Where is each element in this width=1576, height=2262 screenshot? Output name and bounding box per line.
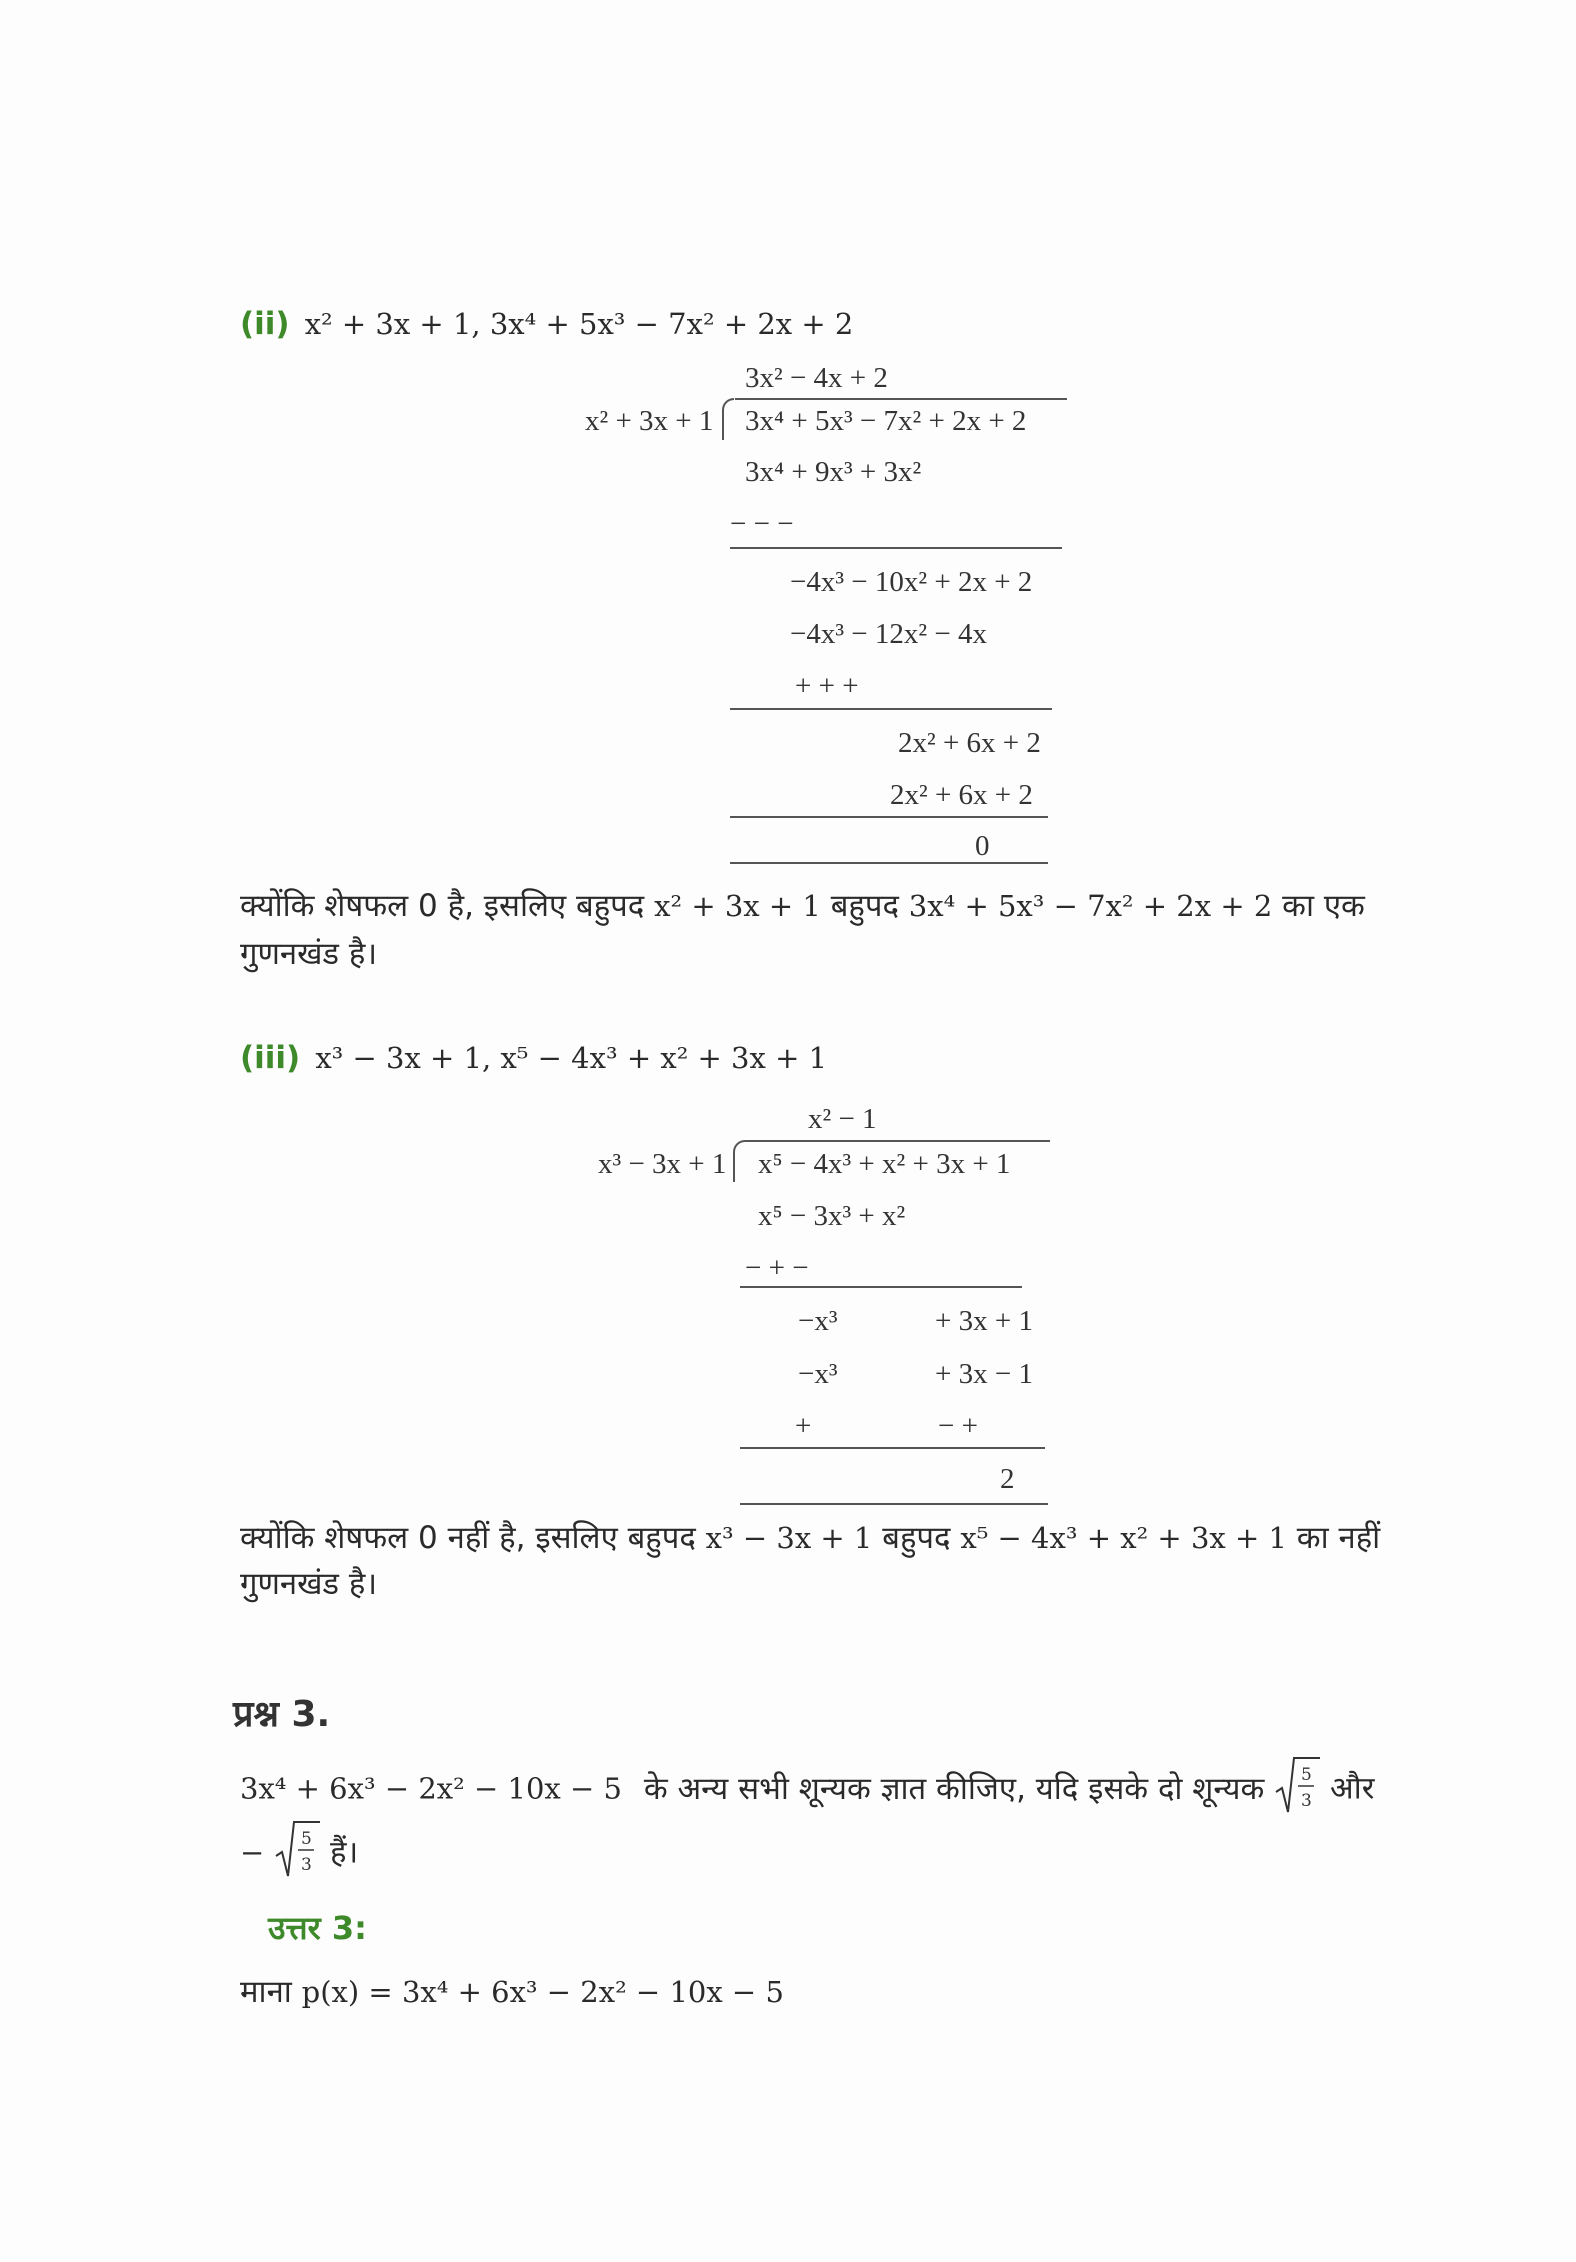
part-iii-question xyxy=(240,1040,827,1076)
part-ii-quotient: 3x² − 4x + 2 xyxy=(745,362,888,394)
answer-3-label: उत्तर 3: xyxy=(268,1909,367,1947)
part-ii-dividend: 3x⁴ + 5x³ − 7x² + 2x + 2 xyxy=(745,405,1027,437)
part-iii-step-2b: + 3x + 1 xyxy=(935,1305,1033,1337)
svg-text:5: 5 xyxy=(301,1829,312,1849)
part-ii-remainder: 0 xyxy=(975,830,990,862)
part-iii-step-3b: + 3x − 1 xyxy=(935,1358,1033,1390)
question-3-text-line1: 3x⁴ + 6x³ − 2x² − 10x − 5 के अन्य सभी शून्यक ज्ञात कीजिए, यदि इसके दो शून्यक 5 3 और xyxy=(240,1756,1374,1824)
part-ii-rule-4 xyxy=(730,862,1048,864)
part-iii-divisor: x³ − 3x + 1 xyxy=(598,1148,727,1180)
part-iii-rule-2 xyxy=(740,1447,1045,1449)
svg-text:3: 3 xyxy=(301,1855,312,1875)
part-ii-divisor: x² + 3x + 1 xyxy=(585,405,714,437)
part-ii-rule-2 xyxy=(730,708,1052,710)
part-ii-conclusion-line2: गुणनखंड है। xyxy=(240,936,378,972)
sqrt-five-thirds-negative-icon xyxy=(274,1820,320,1888)
part-ii-step-4: 2x² + 6x + 2 xyxy=(898,727,1041,759)
question-3-heading: प्रश्न 3. xyxy=(233,1694,331,1735)
part-ii-step-2: −4x³ − 10x² + 2x + 2 xyxy=(790,566,1033,598)
part-iii-step-2a: −x³ xyxy=(798,1305,838,1337)
question-3-text-line2: − 5 3 हैं। xyxy=(240,1820,358,1888)
part-iii-division-bar xyxy=(745,1140,1050,1142)
part-ii-signs-2: + + + xyxy=(795,670,859,702)
part-ii-question xyxy=(240,306,853,342)
part-iii-remainder: 2 xyxy=(1000,1463,1015,1495)
part-ii-division-bar xyxy=(735,398,1067,400)
part-iii-conclusion-line2: गुणनखंड है। xyxy=(240,1566,378,1602)
svg-text:3: 3 xyxy=(1301,1791,1312,1811)
part-iii-signs-2b: − + xyxy=(938,1410,978,1442)
svg-text:5: 5 xyxy=(1301,1765,1312,1785)
part-iii-quotient: x² − 1 xyxy=(808,1103,877,1135)
part-ii-label: (ii) xyxy=(240,306,290,342)
part-iii-step-1: x⁵ − 3x³ + x² xyxy=(758,1200,906,1232)
part-iii-signs-1: − + − xyxy=(745,1252,809,1284)
part-ii-division-bracket xyxy=(722,398,734,440)
part-ii-step-3: −4x³ − 12x² − 4x xyxy=(790,618,987,650)
part-iii-step-3a: −x³ xyxy=(798,1358,838,1390)
answer-3-line: माना p(x) = 3x⁴ + 6x³ − 2x² − 10x − 5 xyxy=(240,1974,784,2010)
part-ii-rule-1 xyxy=(730,547,1062,549)
sqrt-five-thirds-icon xyxy=(1274,1756,1320,1824)
part-iii-dividend: x⁵ − 4x³ + x² + 3x + 1 xyxy=(758,1148,1011,1180)
part-iii-conclusion-line1: क्योंकि शेषफल 0 नहीं है, इसलिए बहुपद x³ − 3x + 1 बहुपद x⁵ − 4x³ + x² + 3x + 1 का नहीं xyxy=(240,1520,1381,1556)
part-iii-label: (iii) xyxy=(240,1040,301,1076)
part-ii-step-1: 3x⁴ + 9x³ + 3x² xyxy=(745,456,922,488)
part-iii-expression: x³ − 3x + 1, x⁵ − 4x³ + x² + 3x + 1 xyxy=(315,1041,828,1075)
part-ii-conclusion-line1: क्योंकि शेषफल 0 है, इसलिए बहुपद x² + 3x + 1 बहुपद 3x⁴ + 5x³ − 7x² + 2x + 2 का एक xyxy=(240,888,1365,924)
part-iii-rule-3 xyxy=(740,1503,1048,1505)
part-ii-step-5: 2x² + 6x + 2 xyxy=(890,779,1033,811)
question-3-polynomial: 3x⁴ + 6x³ − 2x² − 10x − 5 xyxy=(240,1771,622,1806)
part-ii-rule-3 xyxy=(730,816,1048,818)
part-ii-expression: x² + 3x + 1, 3x⁴ + 5x³ − 7x² + 2x + 2 xyxy=(304,307,854,341)
part-iii-rule-1 xyxy=(740,1286,1022,1288)
part-iii-signs-2a: + xyxy=(795,1410,812,1442)
part-ii-signs-1: − − − xyxy=(730,508,794,540)
part-iii-division-bracket xyxy=(733,1140,745,1182)
